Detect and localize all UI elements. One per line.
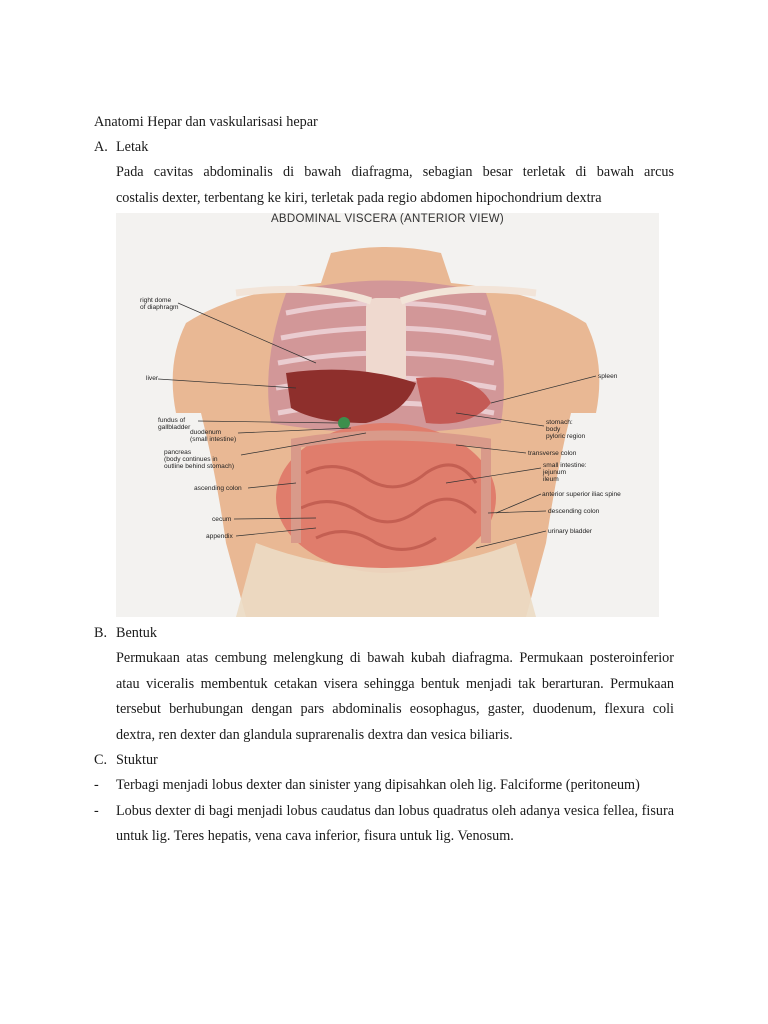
section-letter: A. bbox=[94, 139, 108, 155]
label-descending-colon: descending colon bbox=[548, 508, 600, 515]
label-transverse-colon: transverse colon bbox=[528, 450, 577, 457]
label-cecum: cecum bbox=[212, 516, 232, 523]
label-urinary-bladder: urinary bladder bbox=[548, 528, 592, 535]
section-b-text: Permukaan atas cembung melengkung di bawah kubah diafragma. Permukaan posteroinferior atau viceralis membentuk cetakan visera sehingga bentuk menjadi tak berarturan. Permukaan tersebut berhubungan dengan pars abdominalis eosophagus, gaster, duodenum, flexura coli dextra, ren dexter dan glandula suprarenalis dextra dan vesica biliaris. bbox=[116, 650, 674, 743]
label-pancreas: pancreas (body continues in outline behind stomach) bbox=[164, 449, 235, 470]
label-appendix: appendix bbox=[206, 533, 233, 540]
bullet-item bbox=[94, 773, 674, 799]
label-small-intestine: small intestine: jejunum ileum bbox=[543, 462, 587, 483]
section-c-heading bbox=[94, 748, 674, 773]
section-title: Bentuk bbox=[116, 625, 157, 641]
bullet-item bbox=[94, 799, 674, 850]
bullet-dash: - bbox=[94, 802, 99, 819]
section-letter: C. bbox=[94, 752, 108, 768]
bullet-text: Terbagi menjadi lobus dexter dan sinister yang dipisahkan oleh lig. Falciforme (peritoneum) bbox=[116, 777, 640, 793]
label-ascending-colon: ascending colon bbox=[194, 485, 242, 492]
section-letter: B. bbox=[94, 625, 108, 641]
figure-title: ABDOMINAL VISCERA (ANTERIOR VIEW) bbox=[270, 213, 505, 225]
section-a-text-line1: Pada cavitas abdominalis di bawah diafragma, sebagian besar terletak di bawah arcus bbox=[116, 164, 674, 180]
section-a-text-line2: costalis dexter, terbentang ke kiri, terletak pada regio abdomen hipochondrium dextra bbox=[116, 189, 602, 206]
anatomy-figure bbox=[116, 213, 659, 617]
label-duodenum: duodenum (small intestine) bbox=[190, 429, 237, 443]
gallbladder bbox=[338, 417, 350, 429]
section-a-heading bbox=[94, 135, 674, 160]
torso-illustration bbox=[116, 213, 659, 617]
section-b-heading bbox=[94, 621, 674, 646]
bullet-dash: - bbox=[94, 777, 99, 793]
label-fundus: fundus of gallbladder bbox=[158, 417, 191, 431]
section-title: Stuktur bbox=[116, 752, 158, 768]
label-stomach: stomach: body pyloric region bbox=[546, 419, 586, 440]
label-iliac-spine: anterior superior iliac spine bbox=[542, 491, 621, 498]
document-title: Anatomi Hepar dan vaskularisasi hepar bbox=[94, 114, 318, 130]
label-liver: liver bbox=[146, 375, 159, 382]
section-title: Letak bbox=[116, 139, 149, 155]
label-spleen: spleen bbox=[598, 373, 618, 380]
document-page bbox=[94, 110, 674, 850]
label-right-dome: right dome of diaphragm bbox=[140, 297, 179, 311]
bullet-text: Lobus dexter di bagi menjadi lobus caudatus dan lobus quadratus oleh adanya vesica fellea, fisura untuk lig. Teres hepatis, vena cava inferior, fisura untuk lig. Venosum. bbox=[116, 802, 674, 844]
